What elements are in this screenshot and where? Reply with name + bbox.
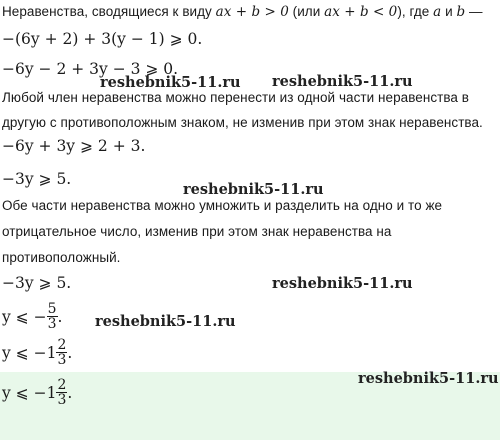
var-b: b xyxy=(456,4,466,20)
watermark: reshebnik5-11.ru xyxy=(272,73,413,90)
result-1-lhs: y ⩽ − xyxy=(2,307,47,326)
watermark: reshebnik5-11.ru xyxy=(272,275,413,292)
intro-line xyxy=(2,4,483,20)
watermark: reshebnik5-11.ru xyxy=(95,313,236,330)
intro-text-d: и xyxy=(445,4,453,19)
equation-4: −3y ⩾ 5. xyxy=(2,170,72,188)
fraction xyxy=(56,378,67,407)
rule-2-line-1: Обе части неравенства можно умножить и разделить на одно и то же xyxy=(2,198,443,213)
intro-text-c: ), где xyxy=(397,4,430,19)
fraction-numerator: 2 xyxy=(57,337,67,353)
equation-1: −(6y + 2) + 3(y − 1) ⩾ 0. xyxy=(2,30,203,48)
watermark: reshebnik5-11.ru xyxy=(183,181,324,198)
watermark: reshebnik5-11.ru xyxy=(358,370,499,387)
equation-5: −3y ⩾ 5. xyxy=(2,274,72,292)
fraction-denominator: 3 xyxy=(47,316,57,332)
fraction-numerator: 2 xyxy=(57,377,67,393)
var-a: a xyxy=(433,4,442,20)
rule-2-line-2: отрицательное число, изменив при этом знак неравенства на xyxy=(2,224,392,239)
fraction-denominator: 3 xyxy=(57,392,67,408)
fraction-denominator: 3 xyxy=(57,352,67,368)
expr-a: ax + b > 0 xyxy=(215,4,289,20)
fraction xyxy=(56,338,67,367)
equation-2: −6y − 2 + 3y − 3 ⩾ 0. xyxy=(2,60,179,78)
result-1-end: . xyxy=(57,307,63,326)
intro-dash: — xyxy=(468,4,483,19)
result-2 xyxy=(2,338,72,367)
watermark: reshebnik5-11.ru xyxy=(100,74,241,91)
expr-b: ax + b < 0 xyxy=(324,4,398,20)
result-3 xyxy=(2,378,72,407)
rule-1-line-2: другую с противоположным знаком, не изменив при этом знак неравенства. xyxy=(2,115,483,130)
fraction xyxy=(47,302,58,331)
rule-2-line-3: противоположный. xyxy=(2,250,121,265)
result-3-end: . xyxy=(67,383,73,402)
result-1 xyxy=(2,302,62,331)
intro-text: Неравенства, сводящиеся к виду xyxy=(2,4,212,19)
result-2-lhs: y ⩽ −1 xyxy=(2,343,57,362)
result-3-lhs: y ⩽ −1 xyxy=(2,383,57,402)
equation-3: −6y + 3y ⩾ 2 + 3. xyxy=(2,137,146,155)
intro-text-b: (или xyxy=(292,4,321,19)
fraction-numerator: 5 xyxy=(47,301,57,317)
rule-1-line-1: Любой член неравенства можно перенести из одной части неравенства в xyxy=(2,90,470,105)
result-2-end: . xyxy=(67,343,73,362)
